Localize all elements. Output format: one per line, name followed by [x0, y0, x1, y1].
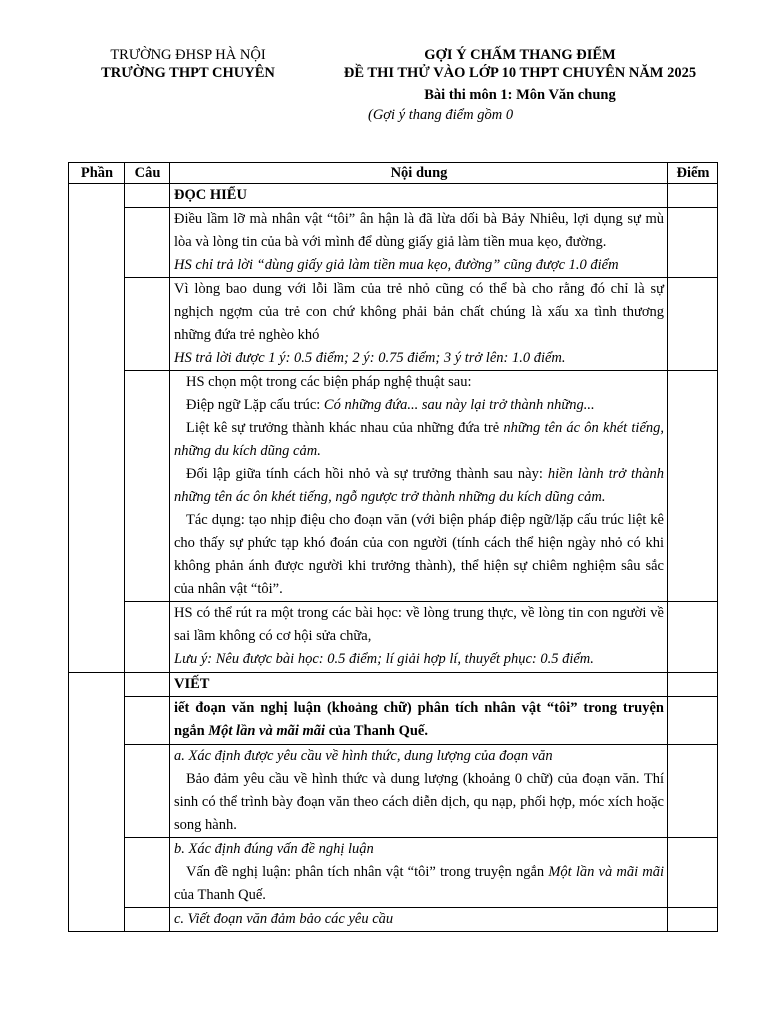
- score-cell: [668, 697, 718, 745]
- col-header-phan: Phần: [69, 163, 125, 184]
- question-cell: [125, 208, 170, 278]
- answer-intro: HS chọn một trong các biện pháp nghệ thuật sau:: [186, 374, 472, 390]
- table-row: [69, 184, 718, 208]
- answer-point: [174, 417, 664, 463]
- section-title-viet: VIẾT: [170, 673, 668, 697]
- score-cell: [668, 208, 718, 278]
- exam-header: [300, 46, 740, 124]
- grading-note: Lưu ý: Nêu được bài học: 0.5 điểm; lí giải hợp lí, thuyết phục: 0.5 điểm.: [174, 651, 594, 667]
- score-cell: [668, 602, 718, 673]
- col-header-diem: Điểm: [668, 163, 718, 184]
- criterion-cell-a: [170, 745, 668, 838]
- question-cell: [125, 673, 170, 697]
- col-header-cau: Câu: [125, 163, 170, 184]
- answer-text: Điều lầm lỡ mà nhân vật “tôi” ân hận là đã lừa dối bà Bảy Nhiêu, lợi dụng sự mù lòa và lòng tin của bà với mình để dùng giấy giả làm tiền mua kẹo, đường.: [174, 211, 664, 250]
- answer-text: HS có thể rút ra một trong các bài học: về lòng trung thực, về lòng tin con người về sai lầm không có cơ hội sửa chữa,: [174, 605, 664, 644]
- table-row: [69, 371, 718, 602]
- table-header-row: [69, 163, 718, 184]
- question-cell: [125, 278, 170, 371]
- table-row: [69, 838, 718, 908]
- task-text: iết đoạn văn nghị luận (khoảng chữ) phân tích nhân vật “tôi” trong truyện ngắn: [174, 700, 664, 739]
- writing-task: [174, 697, 664, 743]
- grading-table: [68, 162, 718, 932]
- criterion-heading: a. Xác định được yêu cầu về hình thức, dung lượng của đoạn văn: [174, 748, 553, 764]
- answer-cell-q2: [170, 278, 668, 371]
- table-row: [69, 673, 718, 697]
- score-cell: [668, 278, 718, 371]
- col-header-noidung: Nội dung: [170, 163, 668, 184]
- subject-title: Bài thi môn 1: Môn Văn chung: [424, 87, 616, 103]
- score-cell: [668, 371, 718, 602]
- criterion-text-part: Vấn đề nghị luận: phân tích nhân vật “tôi” trong truyện ngắn: [186, 864, 549, 880]
- story-title: Một lần và mãi mãi: [208, 723, 326, 739]
- answer-point: [174, 394, 664, 417]
- school-header: [78, 46, 298, 82]
- question-cell: [125, 371, 170, 602]
- criterion-cell-b: [170, 838, 668, 908]
- question-cell: [125, 745, 170, 838]
- criterion-text: [174, 861, 664, 907]
- score-cell: [668, 908, 718, 932]
- answer-cell-q3: [170, 371, 668, 602]
- criterion-text-part: của Thanh Quế.: [174, 887, 266, 903]
- grading-note: HS trả lời được 1 ý: 0.5 điểm; 2 ý: 0.75 điểm; 3 ý trở lên: 1.0 điểm.: [174, 350, 566, 366]
- table-row: [69, 697, 718, 745]
- section-cell-doc-hieu: [69, 184, 125, 673]
- score-cell: [668, 673, 718, 697]
- answer-point: [174, 463, 664, 509]
- table-row: [69, 908, 718, 932]
- grading-note: HS chỉ trả lời “dùng giấy giả làm tiền mua kẹo, đường” cũng được 1.0 điểm: [174, 257, 619, 273]
- answer-cell-q4: [170, 602, 668, 673]
- point-example: những tên ác ôn khét tiếng, những du kích dũng cảm.: [174, 420, 665, 459]
- answer-cell-q1: [170, 208, 668, 278]
- point-example: hiền lành trở thành những tên ác ôn khét tiếng, ngỗ ngược trở thành những du kích dũng cảm.: [174, 466, 665, 505]
- table-row: [69, 278, 718, 371]
- point-label: Đối lập giữa tính cách hồi nhỏ và sự trưởng thành sau này:: [186, 466, 548, 482]
- story-title: Một lần và mãi mãi: [548, 864, 664, 880]
- question-cell: [125, 697, 170, 745]
- school-name: TRƯỜNG THPT CHUYÊN: [101, 65, 275, 81]
- score-cell: [668, 184, 718, 208]
- page-count-note: (Gợi ý thang điểm gồm 0: [368, 107, 514, 123]
- point-example: Có những đứa... sau này lại trở thành những...: [323, 397, 595, 413]
- writing-task-cell: [170, 697, 668, 745]
- point-label: Liệt kê sự trưởng thành khác nhau của những đứa trẻ: [186, 420, 504, 436]
- answer-effect: Tác dụng: tạo nhịp điệu cho đoạn văn (với biện pháp điệp ngữ/lặp cấu trúc liệt kê cho thấy sự phức tạp khó đoán của con người (tính cách thể hiện ngày nhỏ có khi không phản ánh được người khi trưởng thành), thể hiện sự chiêm nghiệm sâu sắc của nhân vật “tôi”.: [174, 512, 664, 597]
- table-row: [69, 745, 718, 838]
- question-cell: [125, 602, 170, 673]
- table-row: [69, 208, 718, 278]
- question-cell: [125, 908, 170, 932]
- question-cell: [125, 838, 170, 908]
- point-label: Điệp ngữ Lặp cấu trúc:: [186, 397, 324, 413]
- criterion-heading-c: c. Viết đoạn văn đảm bảo các yêu cầu: [170, 908, 668, 932]
- section-cell-viet: [69, 673, 125, 932]
- score-cell: [668, 838, 718, 908]
- answer-text: Vì lòng bao dung với lỗi lầm của trẻ nhỏ cũng có thể bà cho rằng đó chỉ là sự nghịch ngợm của trẻ con chứ không phải bản chất chúng là xấu xa tình thương những đứa trẻ nghèo khó: [174, 281, 664, 343]
- question-cell: [125, 184, 170, 208]
- task-text: của Thanh Quế.: [325, 723, 428, 739]
- exam-title: ĐỀ THI THỬ VÀO LỚP 10 THPT CHUYÊN NĂM 2025: [343, 65, 697, 81]
- doc-title: GỢI Ý CHẤM THANG ĐIỂM: [424, 47, 616, 63]
- criterion-text: Bảo đảm yêu cầu về hình thức và dung lượng (khoảng 0 chữ) của đoạn văn. Thí sinh có thể trình bày đoạn văn theo cách diễn dịch, qu nạp, phối hợp, móc xích hoặc song hành.: [174, 771, 664, 833]
- section-title-doc-hieu: ĐỌC HIỂU: [170, 184, 668, 208]
- criterion-heading: b. Xác định đúng vấn đề nghị luận: [174, 841, 374, 857]
- table-row: [69, 602, 718, 673]
- university-name: TRƯỜNG ĐHSP HÀ NỘI: [110, 47, 266, 63]
- score-cell: [668, 745, 718, 838]
